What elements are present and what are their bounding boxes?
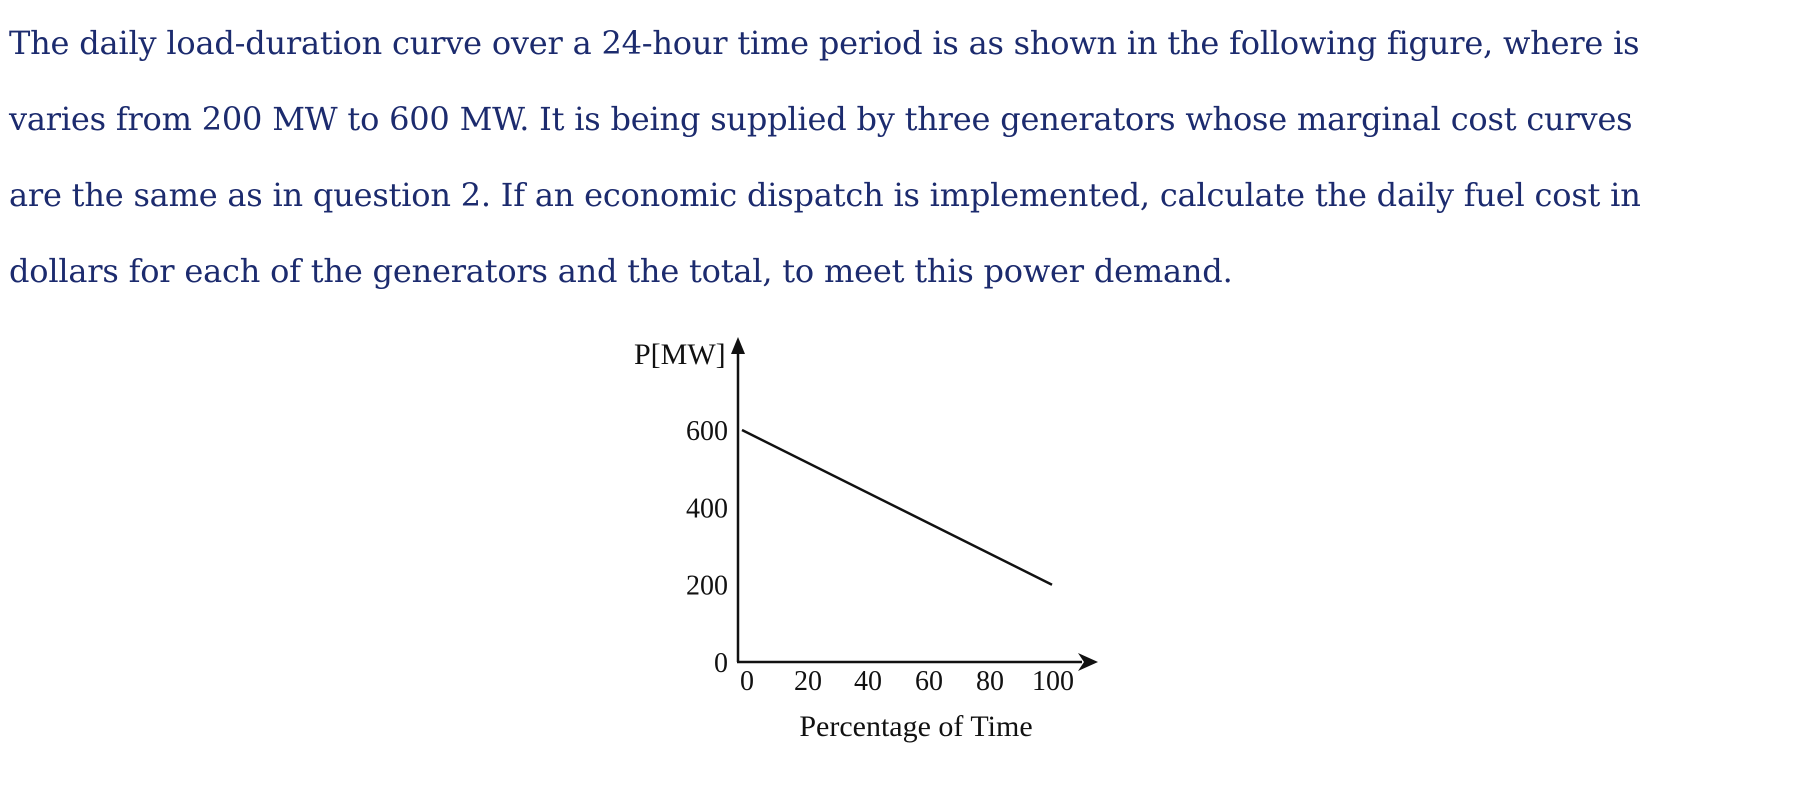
x-axis-arrowhead (1078, 653, 1098, 671)
y-axis-arrowhead (731, 337, 745, 354)
x-tick-label: 40 (854, 666, 882, 697)
x-axis-label: Percentage of Time (799, 710, 1033, 743)
load-curve-series (742, 430, 1052, 585)
y-tick-label: 200 (686, 570, 728, 602)
x-tick-label: 60 (915, 666, 943, 697)
problem-statement (9, 14, 1799, 318)
y-axis-label: P[MW] (634, 338, 726, 371)
x-tick-labels (740, 666, 1074, 697)
y-tick-label: 600 (686, 416, 728, 447)
y-tick-label: 0 (714, 648, 728, 679)
load-curve-line (742, 430, 1052, 585)
y-tick-label: 400 (686, 493, 728, 525)
problem-line-1: The daily load-duration curve over a 24-hour time period is as shown in the following figure, where is (9, 24, 1640, 62)
y-tick-labels (686, 416, 728, 679)
x-tick-label: 80 (976, 666, 1004, 697)
problem-line-2: varies from 200 MW to 600 MW. It is being supplied by three generators whose marginal cost curves (9, 100, 1633, 138)
problem-line-3: are the same as in question 2. If an economic dispatch is implemented, calculate the daily fuel cost in (9, 176, 1641, 214)
x-tick-label: 0 (740, 666, 754, 697)
problem-line-4: dollars for each of the generators and the total, to meet this power demand. (9, 252, 1233, 290)
x-tick-label: 100 (1032, 666, 1074, 697)
x-tick-label: 20 (794, 666, 822, 697)
